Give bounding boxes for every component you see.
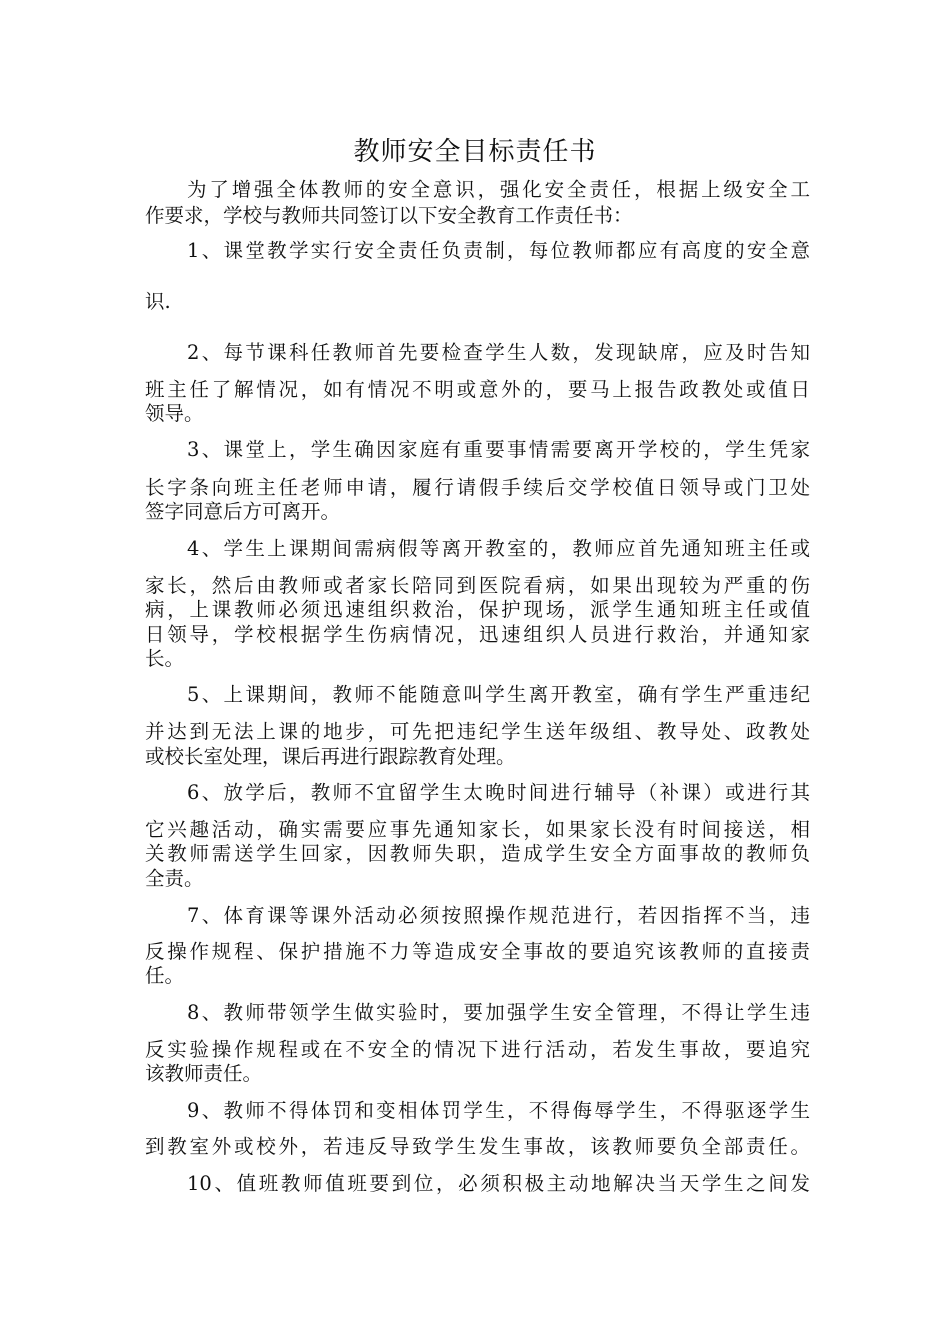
clause-2-line: 领导。 [145, 402, 204, 425]
clause-8-line: 该教师责任。 [145, 1062, 263, 1085]
clause-6-line: 它兴趣活动，确实需要应事先通知家长，如果家长没有时间接送，相 [145, 818, 810, 841]
clause-5-line: 或校长室处理，课后再进行跟踪教育处理。 [145, 745, 516, 768]
clause-2-line: 2、每节课科任教师首先要检查学生人数，发现缺席，应及时告知 [187, 341, 810, 364]
clause-4-line: 病，上课教师必须迅速组织救治，保护现场，派学生通知班主任或值 [145, 598, 810, 621]
clause-3-line: 长字条向班主任老师申请，履行请假手续后交学校值日领导或门卫处 [145, 476, 810, 499]
clause-9-line: 到教室外或校外，若违反导致学生发生事故，该教师要负全部责任。 [145, 1135, 810, 1158]
clause-6-line: 全责。 [145, 867, 204, 890]
clause-2-line: 班主任了解情况，如有情况不明或意外的，要马上报告政教处或值日 [145, 378, 810, 401]
clause-4-line: 日领导，学校根据学生伤病情况，迅速组织人员进行救治，并通知家 [145, 623, 810, 646]
clause-1-line: 1、课堂教学实行安全责任负责制，每位教师都应有高度的安全意 [187, 239, 810, 262]
clause-4-line: 长。 [145, 647, 185, 670]
clause-4-line: 家长，然后由教师或者家长陪同到医院看病，如果出现较为严重的伤 [145, 574, 810, 597]
clause-6-line: 关教师需送学生回家，因教师失职，造成学生安全方面事故的教师负 [145, 842, 810, 865]
intro-line: 作要求，学校与教师共同签订以下安全教育工作责任书： [145, 204, 633, 227]
clause-8-line: 反实验操作规程或在不安全的情况下进行活动，若发生事故，要追究 [145, 1038, 810, 1061]
clause-5-line: 5、上课期间，教师不能随意叫学生离开教室，确有学生严重违纪 [187, 683, 810, 706]
clause-10-line: 10、值班教师值班要到位，必须积极主动地解决当天学生之间发 [187, 1172, 810, 1195]
clause-3-line: 3、课堂上，学生确因家庭有重要事情需要离开学校的，学生凭家 [187, 438, 810, 461]
clause-9-line: 9、教师不得体罚和变相体罚学生，不得侮辱学生，不得驱逐学生 [187, 1099, 810, 1122]
clause-7-line: 任。 [145, 964, 185, 987]
clause-4-line: 4、学生上课期间需病假等离开教室的，教师应首先通知班主任或 [187, 537, 810, 560]
document-title: 教师安全目标责任书 [353, 137, 597, 167]
intro-line: 为了增强全体教师的安全意识，强化安全责任，根据上级安全工 [187, 178, 810, 201]
clause-7-line: 反操作规程、保护措施不力等造成安全事故的要追究该教师的直接责 [145, 940, 810, 963]
clause-6-line: 6、放学后，教师不宜留学生太晚时间进行辅导（补课）或进行其 [187, 781, 810, 804]
clause-8-line: 8、教师带领学生做实验时，要加强学生安全管理，不得让学生违 [187, 1001, 810, 1024]
clause-5-line: 并达到无法上课的地步，可先把违纪学生送年级组、教导处、政教处 [145, 720, 810, 743]
clause-3-line: 签字同意后方可离开。 [145, 500, 341, 523]
clause-7-line: 7、体育课等课外活动必须按照操作规范进行，若因指挥不当，违 [187, 904, 810, 927]
clause-1-line: 识. [145, 290, 171, 313]
